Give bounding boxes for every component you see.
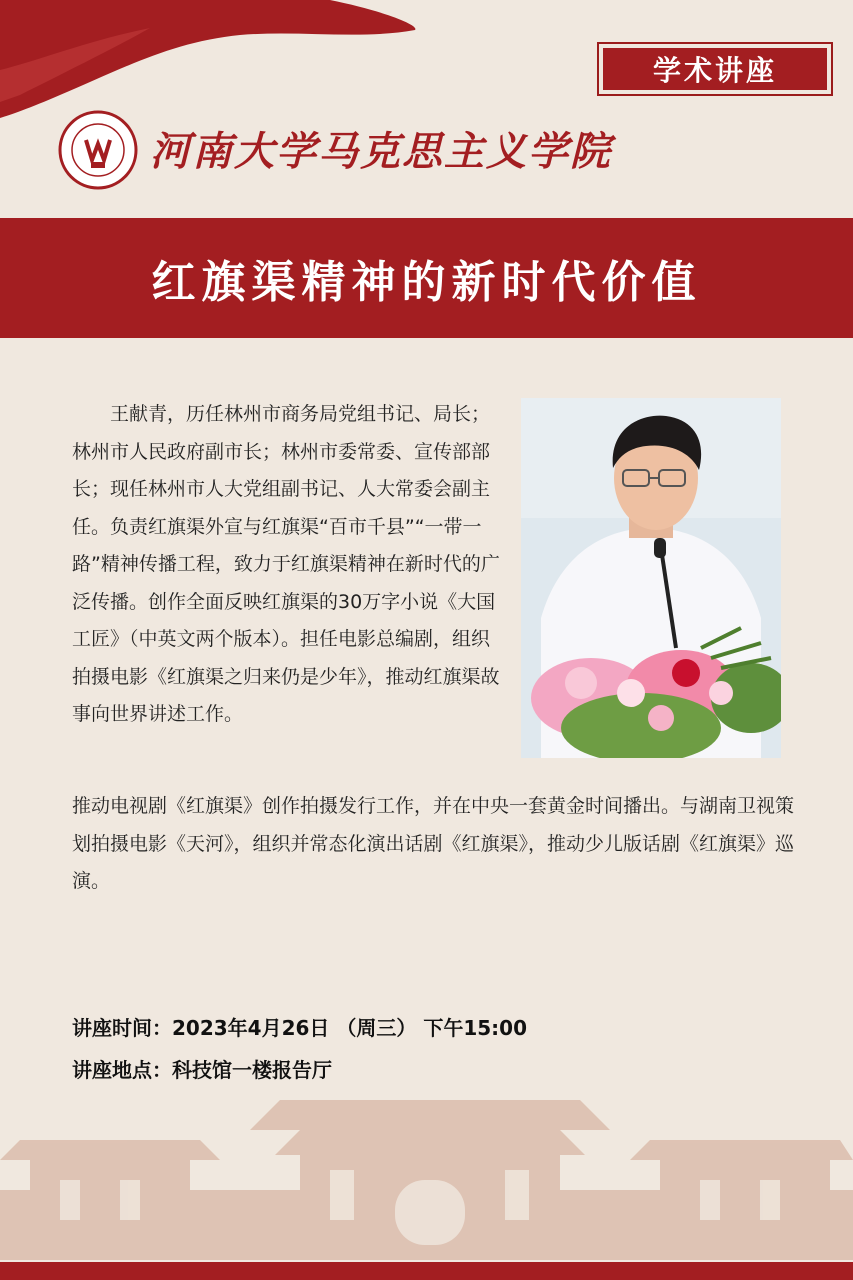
lecture-time [72,1012,527,1041]
time-label: 讲座时间： [72,1016,172,1040]
lecture-badge [597,42,833,96]
place-label: 讲座地点： [72,1058,172,1082]
school-name: 河南大学马克思主义学院 [150,128,612,175]
speaker-bio-continued: 推动电视剧《红旗渠》创作拍摄发行工作，并在中央一套黄金时间播出。与湖南卫视策划拍摄电影《天河》，组织并常态化演出话剧《红旗渠》，推动少儿版话剧《红旗渠》巡演。 [72,795,795,892]
place-value: 科技馆一楼报告厅 [172,1058,332,1082]
speaker-photo [521,398,781,758]
red-flag-decoration [0,0,430,120]
bottom-decorative-bar [0,1262,853,1280]
campus-gate-illustration [0,1070,853,1260]
time-value: 2023年4月26日 （周三） 下午15:00 [172,1016,527,1040]
badge-label: 学术讲座 [603,48,827,90]
school-seal-icon [58,110,138,190]
lecture-title: 红旗渠精神的新时代价值 [151,257,702,308]
speaker-bio: 王献青，历任林州市商务局党组书记、局长；林州市人民政府副市长；林州市委常委、宣传部部长；现任林州市人大党组副书记、人大常委会副主任。负责红旗渠外宣与红旗渠“百市千县”“一带一路”精神传播工程，致力于红旗渠精神在新时代的广泛传播。创作全面反映红旗渠的30万字小说《大国工匠》（中英文两个版本）。担任电影总编剧，组织拍摄电影《红旗渠之归来仍是少年》，推动红旗渠故事向世界讲述工作。 [72,403,500,725]
title-banner [0,218,853,338]
